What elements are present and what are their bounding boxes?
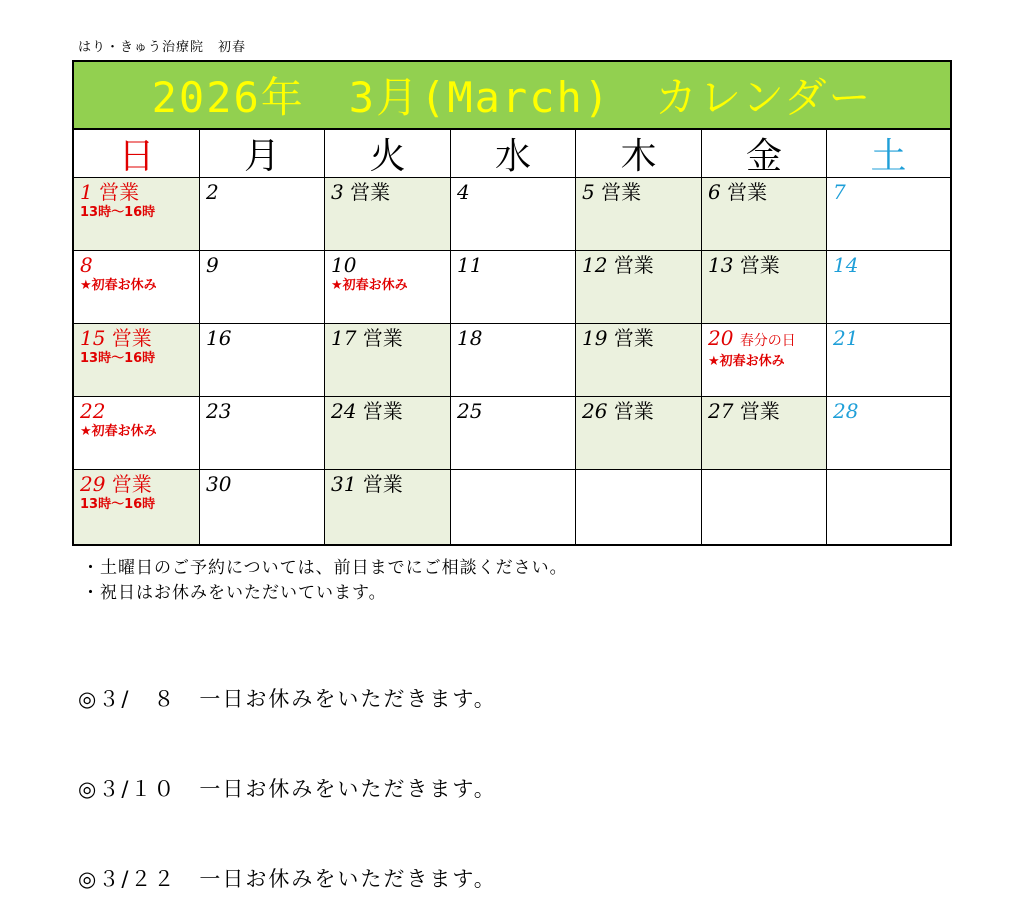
calendar-day-cell [576, 251, 702, 324]
open-label: 営業 [739, 399, 780, 423]
open-label: 営業 [727, 180, 768, 204]
day-entry [582, 253, 701, 277]
day-number: 28 [833, 399, 859, 423]
day-entry [206, 472, 324, 496]
open-label: 営業 [739, 253, 780, 277]
day-entry [206, 180, 324, 204]
day-number: 11 [457, 253, 483, 277]
open-label: 営業 [613, 326, 654, 350]
day-entry [582, 180, 701, 204]
day-entry [80, 253, 199, 277]
calendar-day-cell [702, 470, 827, 544]
weekday-wed: 水 [451, 130, 576, 178]
closure-note: ★初春お休み [331, 278, 408, 293]
day-number: 3 [331, 180, 344, 204]
day-number: 19 [582, 326, 608, 350]
closure-item: ◎３/ ８ 一日お休みをいただきます。 [78, 687, 497, 711]
calendar-day-cell [325, 397, 451, 470]
closure-item: ◎３/１０ 一日お休みをいただきます。 [78, 777, 497, 801]
calendar-day-cell [200, 470, 325, 544]
calendar-day-cell [451, 470, 576, 544]
day-entry [708, 399, 826, 423]
open-label: 営業 [613, 253, 654, 277]
day-entry [331, 399, 450, 423]
day-number: 25 [457, 399, 483, 423]
calendar-title: 2026年 3月(March) カレンダー [151, 73, 873, 122]
closure-item: ◎３/２２ 一日お休みをいただきます。 [78, 867, 497, 891]
calendar-day-cell [325, 470, 451, 544]
closure-list [78, 624, 497, 924]
closure-note: ★初春お休み [708, 354, 785, 369]
day-number: 6 [708, 180, 721, 204]
clinic-name: はり・きゅう治療院 初春 [78, 40, 247, 55]
day-number: 26 [582, 399, 608, 423]
day-number: 27 [708, 399, 734, 423]
weekday-tue: 火 [325, 130, 451, 178]
day-entry [457, 253, 575, 277]
calendar-day-cell [325, 324, 451, 397]
day-number: 2 [206, 180, 219, 204]
day-number: 13 [708, 253, 734, 277]
note-saturday: ・土曜日のご予約については、前日までにご相談ください。 [82, 558, 568, 578]
day-entry [708, 326, 826, 353]
closure-note: ★初春お休み [80, 278, 157, 293]
open-label: 営業 [111, 472, 152, 496]
calendar [72, 60, 952, 546]
day-entry [331, 472, 450, 496]
calendar-day-cell [200, 251, 325, 324]
calendar-day-cell [576, 178, 702, 251]
hours-note: 13時～16時 [80, 351, 156, 366]
calendar-day-cell [576, 324, 702, 397]
calendar-day-cell [325, 251, 451, 324]
weekday-mon: 月 [200, 130, 325, 178]
open-label: 営業 [362, 399, 403, 423]
day-entry [708, 253, 826, 277]
day-entry [206, 399, 324, 423]
day-entry [331, 253, 450, 277]
calendar-day-cell [451, 324, 576, 397]
calendar-day-cell [74, 470, 200, 544]
day-number: 20 [708, 326, 734, 350]
weekday-sun: 日 [74, 130, 200, 178]
calendar-day-cell [74, 178, 200, 251]
calendar-day-cell [827, 324, 950, 397]
calendar-day-cell [827, 251, 950, 324]
day-entry [80, 399, 199, 423]
day-entry [833, 399, 950, 423]
day-number: 23 [206, 399, 232, 423]
day-entry [457, 399, 575, 423]
weekday-fri: 金 [702, 130, 827, 178]
calendar-day-cell [827, 470, 950, 544]
day-entry [80, 180, 199, 204]
day-entry [582, 326, 701, 350]
day-number: 31 [331, 472, 357, 496]
day-entry [206, 253, 324, 277]
calendar-day-cell [451, 178, 576, 251]
day-entry [708, 180, 826, 204]
notes [82, 556, 568, 606]
day-number: 18 [457, 326, 483, 350]
closure-note: ★初春お休み [80, 424, 157, 439]
weekday-thu: 木 [576, 130, 702, 178]
hours-note: 13時～16時 [80, 497, 156, 512]
calendar-title-bar [74, 62, 950, 130]
day-entry [80, 326, 199, 350]
calendar-day-cell [451, 397, 576, 470]
day-entry [331, 326, 450, 350]
weekday-sat: 土 [827, 130, 950, 178]
calendar-day-cell [451, 251, 576, 324]
calendar-grid [74, 130, 950, 544]
calendar-day-cell [325, 178, 451, 251]
day-number: 14 [833, 253, 859, 277]
calendar-day-cell [200, 178, 325, 251]
calendar-day-cell [200, 324, 325, 397]
day-number: 12 [582, 253, 608, 277]
day-number: 30 [206, 472, 232, 496]
hours-note: 13時～16時 [80, 205, 156, 220]
day-number: 17 [331, 326, 357, 350]
day-entry [331, 180, 450, 204]
open-label: 営業 [99, 180, 140, 204]
open-label: 営業 [362, 326, 403, 350]
calendar-day-cell [827, 397, 950, 470]
day-entry [457, 326, 575, 350]
calendar-day-cell [702, 397, 827, 470]
day-number: 15 [80, 326, 106, 350]
calendar-day-cell [74, 324, 200, 397]
day-entry [457, 180, 575, 204]
open-label: 営業 [613, 399, 654, 423]
calendar-day-cell [702, 324, 827, 397]
day-number: 1 [80, 180, 93, 204]
day-entry [833, 180, 950, 204]
calendar-day-cell [702, 178, 827, 251]
open-label: 営業 [601, 180, 642, 204]
day-number: 9 [206, 253, 219, 277]
note-holiday: ・祝日はお休みをいただいています。 [82, 583, 387, 603]
day-entry [833, 253, 950, 277]
day-number: 7 [833, 180, 846, 204]
day-number: 16 [206, 326, 232, 350]
calendar-day-cell [576, 470, 702, 544]
calendar-day-cell [576, 397, 702, 470]
calendar-day-cell [74, 397, 200, 470]
day-number: 4 [457, 180, 470, 204]
open-label: 営業 [350, 180, 391, 204]
day-number: 24 [331, 399, 357, 423]
open-label: 営業 [111, 326, 152, 350]
day-entry [582, 399, 701, 423]
calendar-day-cell [200, 397, 325, 470]
day-number: 8 [80, 253, 93, 277]
calendar-day-cell [827, 178, 950, 251]
calendar-day-cell [74, 251, 200, 324]
day-number: 10 [331, 253, 357, 277]
day-number: 29 [80, 472, 106, 496]
calendar-day-cell [702, 251, 827, 324]
holiday-label: 春分の日 [739, 333, 796, 349]
day-entry [80, 472, 199, 496]
open-label: 営業 [362, 472, 403, 496]
day-entry [206, 326, 324, 350]
day-number: 21 [833, 326, 859, 350]
day-number: 22 [80, 399, 106, 423]
day-entry [833, 326, 950, 350]
day-number: 5 [582, 180, 595, 204]
